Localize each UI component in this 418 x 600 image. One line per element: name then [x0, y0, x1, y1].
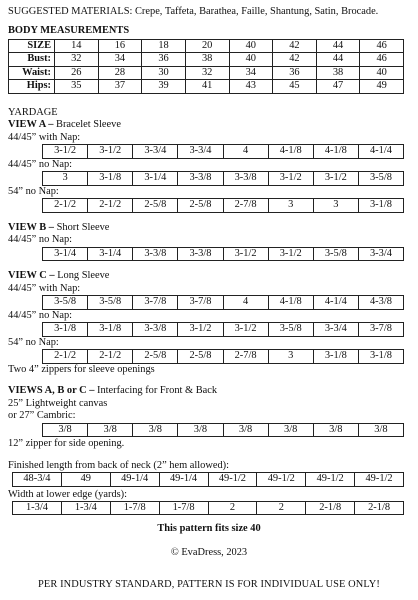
yardage-row-label: 44/45” no Nap:	[8, 158, 73, 170]
table-cell: 2-1/8	[306, 501, 355, 514]
table-cell: 2-1/2	[43, 199, 88, 212]
table-cell: 40	[229, 39, 273, 52]
table-cell: 49-1/2	[257, 473, 306, 486]
table-cell: 3-7/8	[178, 296, 223, 309]
yardage-row-label: 54” no Nap:	[8, 336, 59, 348]
yardage-row-label: 44/45” with Nap:	[8, 131, 81, 143]
table-cell: 49	[360, 80, 404, 93]
table-row	[9, 66, 404, 79]
table-cell: 49	[61, 473, 110, 486]
yardage-table	[42, 349, 404, 363]
pattern-info-page	[8, 6, 410, 592]
table-cell: 3-3/4	[313, 323, 358, 336]
table-cell: 3-1/2	[223, 323, 268, 336]
table-row	[9, 53, 404, 66]
table-cell: 4-1/4	[358, 145, 403, 158]
table-cell: 40	[229, 53, 273, 66]
table-cell: 1-7/8	[110, 501, 159, 514]
table-cell: 3-1/8	[88, 172, 133, 185]
table-cell: 3-5/8	[268, 323, 313, 336]
table-cell: 4-1/8	[268, 296, 313, 309]
table-cell: 3	[268, 350, 313, 363]
table-cell: 41	[185, 80, 229, 93]
table-cell: 3-5/8	[358, 172, 403, 185]
table-cell: 3-1/2	[268, 172, 313, 185]
table-cell: 3-3/8	[223, 172, 268, 185]
yardage-table	[42, 247, 404, 261]
copyright: © EvaDress, 2023	[170, 546, 248, 558]
table-cell: 4-1/8	[268, 145, 313, 158]
view-b-rows	[8, 234, 410, 261]
table-cell: 3-1/4	[43, 247, 88, 260]
table-cell: 2	[208, 501, 257, 514]
table-cell: 28	[98, 66, 142, 79]
table-cell: 46	[360, 53, 404, 66]
width-lower-edge-label: Width at lower edge (yards):	[8, 488, 128, 500]
views-abc-note: 12” zipper for side opening.	[8, 438, 125, 450]
table-cell: 49-1/4	[110, 473, 159, 486]
table-cell: 3-1/2	[313, 172, 358, 185]
table-cell: 26	[55, 66, 99, 79]
table-row	[43, 199, 404, 212]
individual-use-notice: PER INDUSTRY STANDARD, PATTERN IS FOR INDIVIDUAL USE ONLY!	[38, 579, 380, 591]
table-cell: 16	[98, 39, 142, 52]
table-cell: 14	[55, 39, 99, 52]
table-cell: 3-1/8	[43, 323, 88, 336]
table-cell: 3-3/8	[133, 247, 178, 260]
table-cell: 32	[55, 53, 99, 66]
view-b-title-rest: Short Sleeve	[56, 221, 110, 233]
table-cell: 3-1/4	[133, 172, 178, 185]
table-cell: 3-5/8	[43, 296, 88, 309]
table-cell: 4-3/8	[358, 296, 403, 309]
yardage-row-label: 54” no Nap:	[8, 185, 59, 197]
view-c-title-rest: Long Sleeve	[57, 270, 110, 282]
table-cell: 3-1/2	[268, 247, 313, 260]
table-row	[43, 323, 404, 336]
table-cell: 45	[273, 80, 317, 93]
table-cell: 2-7/8	[223, 350, 268, 363]
table-cell: 37	[98, 80, 142, 93]
table-cell: 35	[55, 80, 99, 93]
table-cell: 4	[223, 145, 268, 158]
table-cell: 2-5/8	[178, 350, 223, 363]
view-c-title	[8, 270, 410, 282]
table-row	[13, 501, 404, 514]
table-cell: 3/8	[313, 423, 358, 436]
table-cell: 4-1/8	[313, 145, 358, 158]
view-b-title-bold: VIEW B –	[8, 221, 57, 233]
table-cell: 3	[268, 199, 313, 212]
views-abc-title-rest: Interfacing for Front & Back	[97, 385, 218, 397]
table-cell: 3/8	[43, 423, 88, 436]
table-cell: 44	[316, 53, 360, 66]
row-label: Hips:	[9, 80, 55, 93]
table-cell: 3-3/4	[178, 145, 223, 158]
table-cell: 2-5/8	[178, 199, 223, 212]
table-cell: 3-1/4	[88, 247, 133, 260]
table-cell: 3	[43, 172, 88, 185]
view-a-rows	[8, 132, 410, 213]
table-cell: 3-5/8	[313, 247, 358, 260]
table-cell: 40	[360, 66, 404, 79]
table-cell: 3-1/8	[88, 323, 133, 336]
table-cell: 18	[142, 39, 186, 52]
table-cell: 3-3/4	[133, 145, 178, 158]
table-cell: 20	[185, 39, 229, 52]
table-cell: 3/8	[223, 423, 268, 436]
interfacing-table	[42, 423, 404, 437]
table-cell: 2-1/8	[355, 501, 404, 514]
table-cell: 2-7/8	[223, 199, 268, 212]
table-cell: 36	[273, 66, 317, 79]
table-cell: 43	[229, 80, 273, 93]
views-abc-label-1: 25” Lightweight canvas	[8, 397, 108, 409]
table-cell: 46	[360, 39, 404, 52]
table-row	[43, 172, 404, 185]
width-lower-edge-table	[12, 501, 404, 515]
suggested-materials: SUGGESTED MATERIALS: Crepe, Taffeta, Barathea, Faille, Shantung, Satin, Brocade.	[8, 6, 379, 17]
yardage-table	[42, 322, 404, 336]
table-cell: 49-1/2	[355, 473, 404, 486]
table-cell: 36	[142, 53, 186, 66]
table-cell: 48-3/4	[13, 473, 62, 486]
table-cell: 30	[142, 66, 186, 79]
table-cell: 3-7/8	[133, 296, 178, 309]
table-cell: 3-3/4	[358, 247, 403, 260]
views-abc-title-bold: VIEWS A, B or C –	[8, 385, 98, 397]
table-cell: 38	[316, 66, 360, 79]
row-label: SIZE	[9, 39, 55, 52]
table-cell: 3/8	[268, 423, 313, 436]
table-cell: 2-1/2	[43, 350, 88, 363]
table-row	[43, 247, 404, 260]
table-cell: 3-3/8	[133, 323, 178, 336]
table-cell: 1-3/4	[13, 501, 62, 514]
table-cell: 2-1/2	[88, 199, 133, 212]
table-cell: 3-1/2	[223, 247, 268, 260]
view-c-rows	[8, 283, 410, 364]
table-cell: 49-1/2	[306, 473, 355, 486]
body-measurements-table	[8, 39, 404, 94]
table-cell: 3	[313, 199, 358, 212]
table-cell: 3-7/8	[358, 323, 403, 336]
table-row	[9, 39, 404, 52]
yardage-table	[42, 198, 404, 212]
yardage-table	[42, 144, 404, 158]
yardage-row-label: 44/45” with Nap:	[8, 282, 81, 294]
row-label: Bust:	[9, 53, 55, 66]
view-c-note: Two 4” zippers for sleeve openings	[8, 363, 155, 375]
table-row	[9, 80, 404, 93]
view-a-title-rest: Bracelet Sleeve	[56, 119, 121, 131]
table-cell: 39	[142, 80, 186, 93]
pattern-fits-size: This pattern fits size 40	[157, 523, 261, 535]
table-cell: 3/8	[88, 423, 133, 436]
view-a-title-bold: VIEW A –	[8, 119, 57, 131]
table-cell: 2-5/8	[133, 350, 178, 363]
yardage-table	[42, 295, 404, 309]
table-row	[43, 423, 404, 436]
table-cell: 42	[273, 39, 317, 52]
table-cell: 4-1/4	[313, 296, 358, 309]
table-cell: 34	[229, 66, 273, 79]
view-c-title-bold: VIEW C –	[8, 270, 58, 282]
table-row	[13, 473, 404, 486]
table-cell: 3-1/8	[358, 199, 403, 212]
table-cell: 3/8	[133, 423, 178, 436]
table-cell: 1-3/4	[61, 501, 110, 514]
table-cell: 2-1/2	[88, 350, 133, 363]
finished-length-table	[12, 472, 404, 486]
table-cell: 1-7/8	[159, 501, 208, 514]
table-cell: 3-1/2	[43, 145, 88, 158]
table-cell: 3-3/8	[178, 172, 223, 185]
view-a-title	[8, 119, 410, 131]
view-b-title	[8, 222, 410, 234]
table-cell: 2-5/8	[133, 199, 178, 212]
table-cell: 3-5/8	[88, 296, 133, 309]
table-cell: 49-1/2	[208, 473, 257, 486]
yardage-row-label: 44/45” no Nap:	[8, 309, 73, 321]
table-cell: 47	[316, 80, 360, 93]
table-cell: 3-1/2	[88, 145, 133, 158]
table-row	[43, 350, 404, 363]
table-cell: 42	[273, 53, 317, 66]
table-row	[43, 296, 404, 309]
table-cell: 3-3/8	[178, 247, 223, 260]
table-cell: 3/8	[178, 423, 223, 436]
table-row	[43, 145, 404, 158]
table-cell: 2	[257, 501, 306, 514]
table-cell: 32	[185, 66, 229, 79]
table-cell: 44	[316, 39, 360, 52]
table-cell: 3-1/2	[178, 323, 223, 336]
body-measurements-title: BODY MEASUREMENTS	[8, 25, 130, 37]
table-cell: 34	[98, 53, 142, 66]
yardage-row-label: 44/45” no Nap:	[8, 234, 73, 246]
views-abc-label-2: or 27” Cambric:	[8, 410, 76, 422]
table-cell: 49-1/4	[159, 473, 208, 486]
yardage-table	[42, 171, 404, 185]
row-label: Waist:	[9, 66, 55, 79]
table-cell: 3/8	[358, 423, 403, 436]
table-cell: 4	[223, 296, 268, 309]
table-cell: 3-1/8	[358, 350, 403, 363]
yardage-title: YARDAGE	[8, 106, 58, 118]
table-cell: 3-1/8	[313, 350, 358, 363]
views-abc-title	[8, 385, 410, 397]
finished-length-label: Finished length from back of neck (2” hem allowed):	[8, 459, 230, 471]
table-cell: 38	[185, 53, 229, 66]
